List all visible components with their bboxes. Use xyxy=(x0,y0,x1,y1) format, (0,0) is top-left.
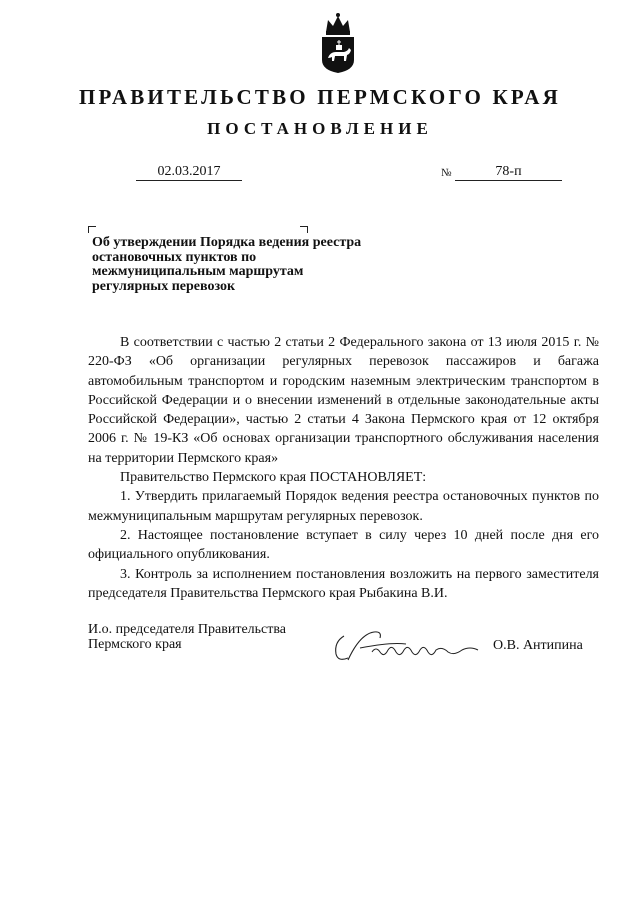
clause-2-paragraph: 2. Настоящее постановление вступает в силу через 10 дней после дня его официального опубликования. xyxy=(88,527,599,563)
signer-position xyxy=(88,622,286,652)
government-title: ПРАВИТЕЛЬСТВО ПЕРМСКОГО КРАЯ xyxy=(78,85,561,109)
preamble-paragraph: В соответствии с частью 2 статьи 2 Федерального закона от 13 июля 2015 г. № 220-ФЗ «Об организации регулярных перевозок пассажиров и багажа автомобильным транспортом и городским наземным электрическим транспортом в Российской Федерации и о внесении изменений в отдельные законодательные акты Российской Федерации», частью 2 статьи 4 Закона Пермского края от 12 октября 2006 г. № 19-КЗ «Об основах организации транспортного обслуживания населения на территории Пермского края» xyxy=(88,335,599,466)
signer-name: О.В. Антипина xyxy=(493,638,583,653)
handwritten-signature xyxy=(330,622,490,668)
resolution-paragraph: Правительство Пермского края ПОСТАНОВЛЯЕТ: xyxy=(120,470,427,486)
clause-1-paragraph: 1. Утвердить прилагаемый Порядок ведения реестра остановочных пунктов по межмуниципальным маршрутам регулярных перевозок. xyxy=(88,489,599,524)
number-sign: № xyxy=(441,167,452,179)
subject-corner-right xyxy=(300,226,308,233)
document-date: 02.03.2017 xyxy=(136,163,242,181)
signer-position-line1: И.о. председателя Правительства xyxy=(88,622,287,637)
document-type: ПОСТАНОВЛЕНИЕ xyxy=(207,119,433,138)
signer-position-line2: Пермского края xyxy=(88,637,182,652)
clause-3-paragraph: 3. Контроль за исполнением постановления возложить на первого заместителя председателя Правительства Пермского края Рыбакина В.И. xyxy=(88,566,599,601)
subject-corner-left xyxy=(88,226,96,233)
document-number: 78-п xyxy=(455,163,562,181)
document-body xyxy=(88,333,599,603)
coat-of-arms-icon xyxy=(318,12,358,74)
document-subject: Об утверждении Порядка ведения реестра остановочных пунктов по межмуниципальным маршрутам регулярных перевозок xyxy=(92,235,362,294)
